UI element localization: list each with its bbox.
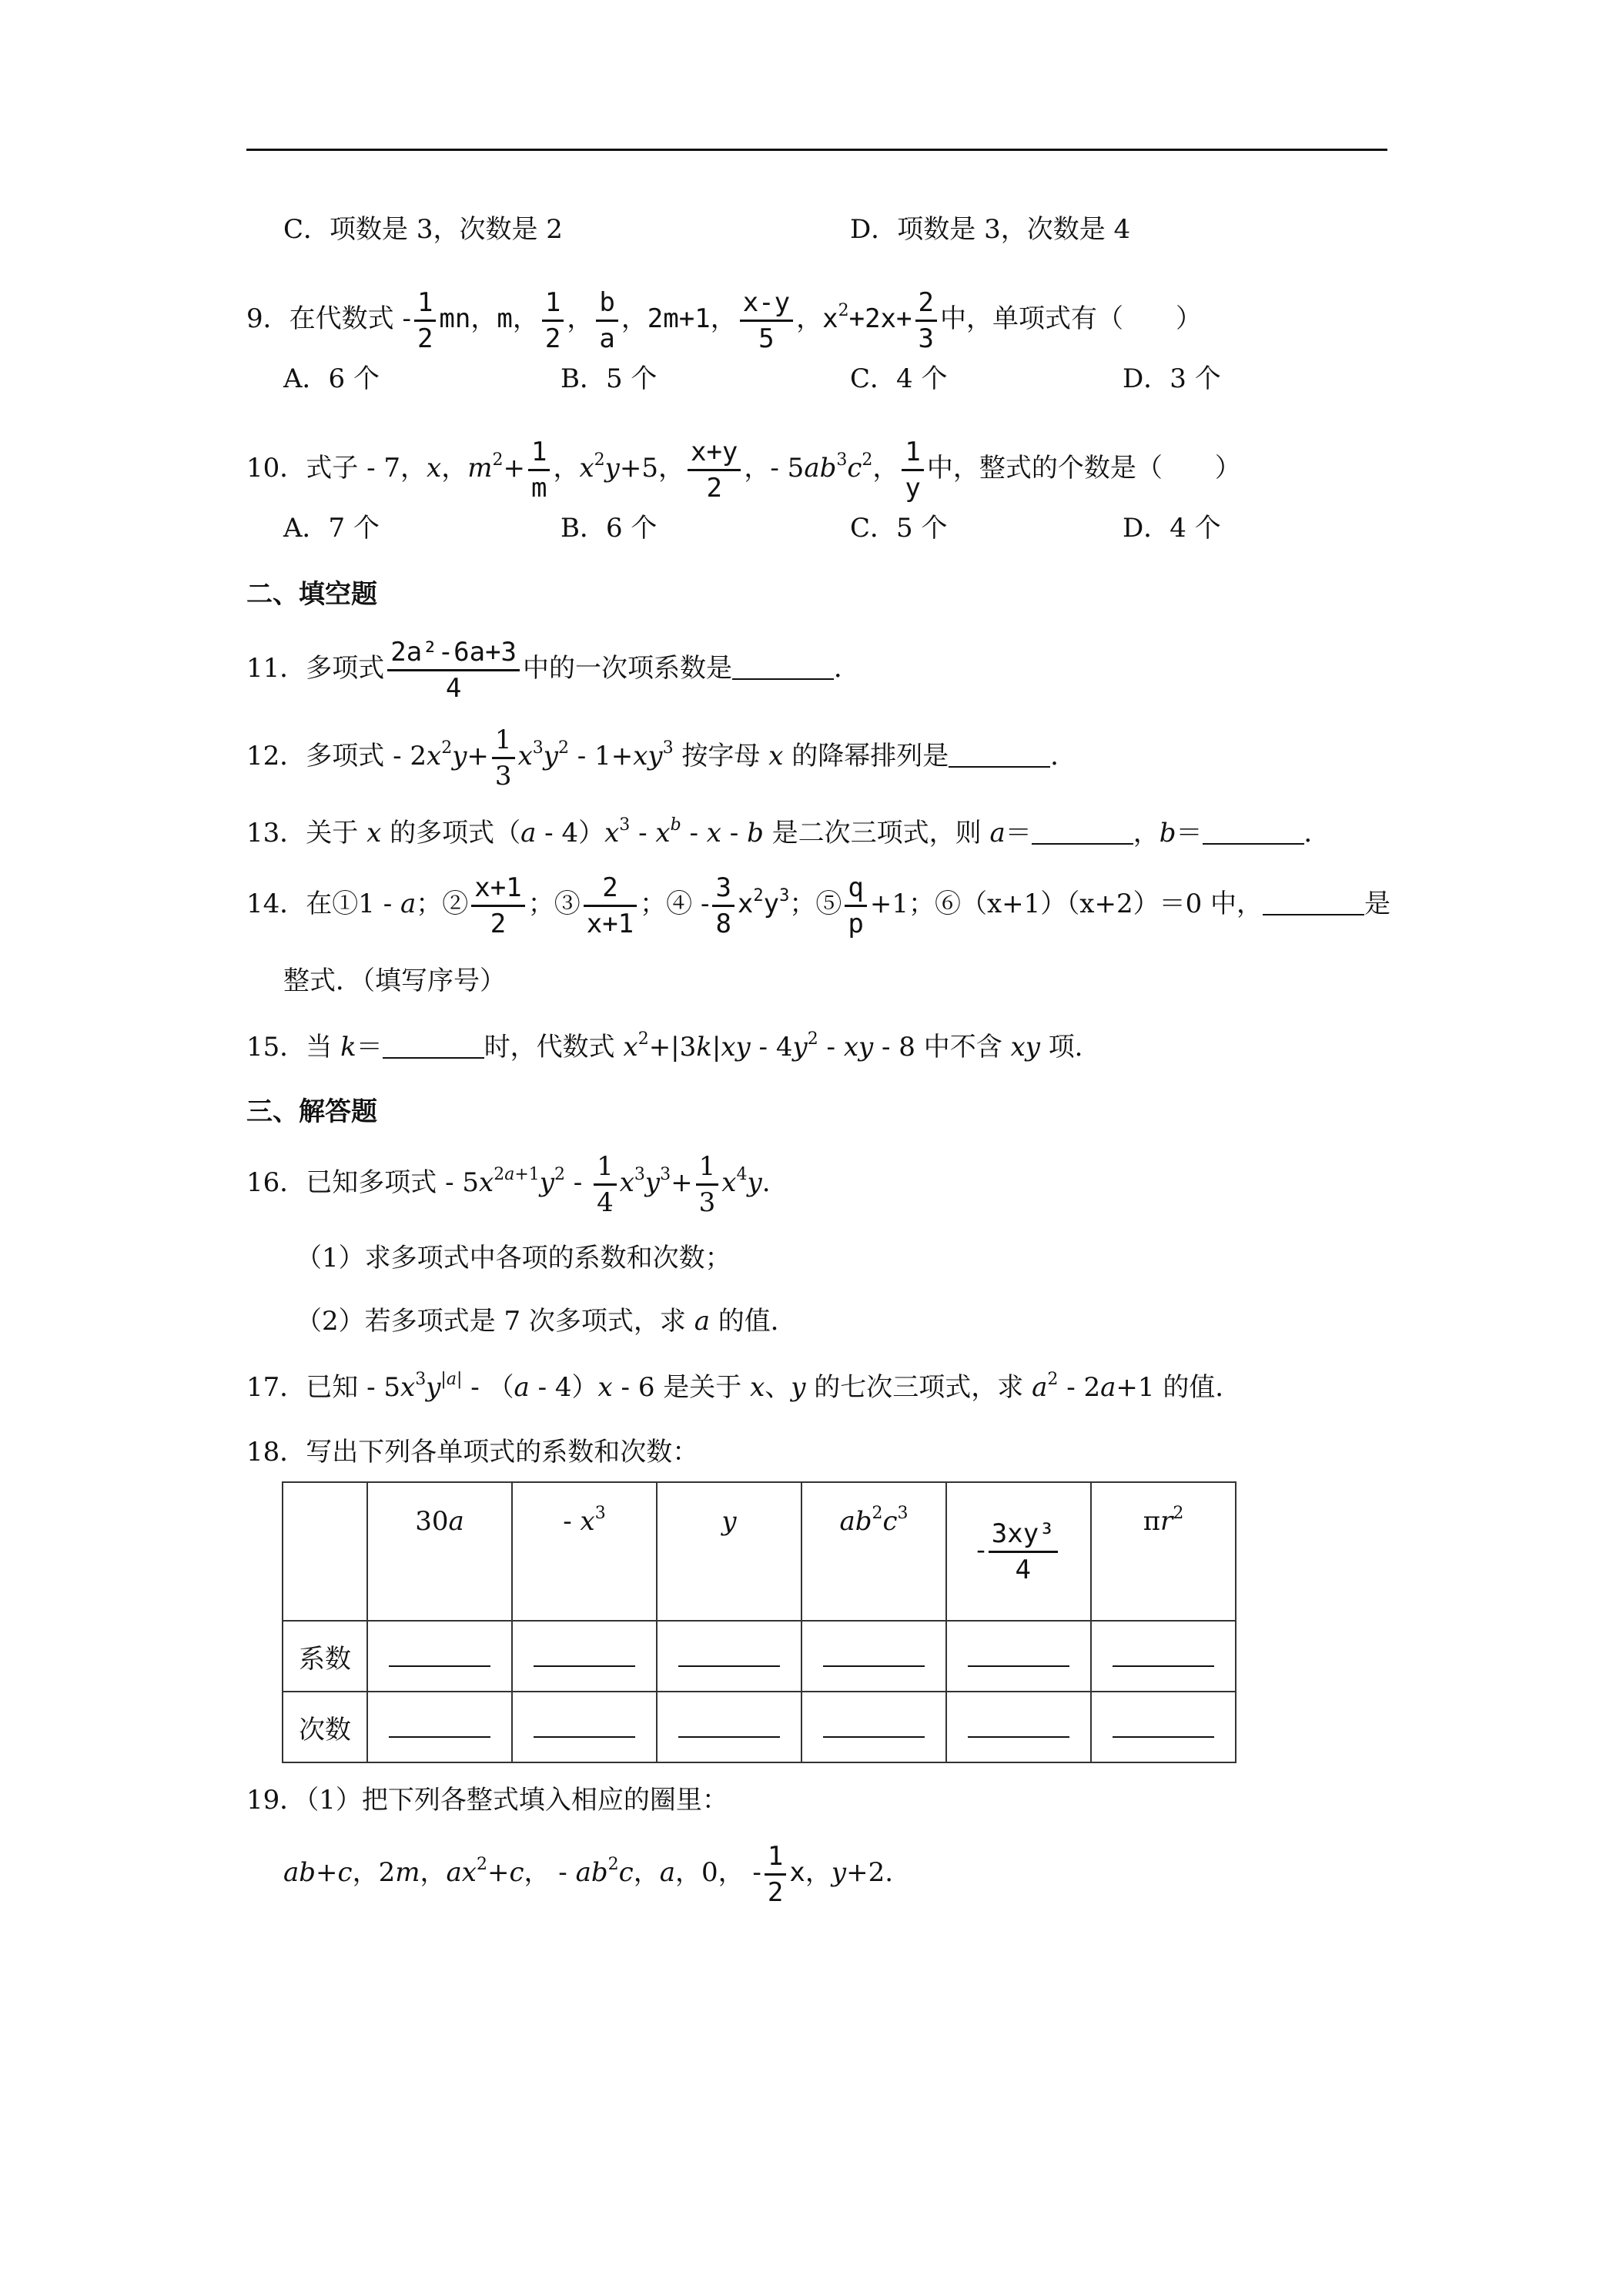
q11-number: 11． xyxy=(246,653,306,684)
q18-row-label-coefficient: 系数 xyxy=(283,1621,367,1692)
q18-coef-cell[interactable] xyxy=(946,1621,1091,1692)
q17-mid: 是关于 xyxy=(663,1372,742,1403)
q18-coef-cell[interactable] xyxy=(801,1621,946,1692)
q18-col-pi-r2: $\pi r^2$ xyxy=(1091,1482,1236,1621)
q9-frac-1: $\frac{1}{2}$ xyxy=(414,290,436,352)
q10-option-d: D．4 个 xyxy=(1123,513,1221,544)
q18-col-frac: - $\frac{\text{3xy³}}{4}$ xyxy=(946,1482,1091,1621)
q18-frac-num: 3xy³ xyxy=(989,1521,1058,1553)
q8-option-c: C．项数是 3，次数是 2 xyxy=(283,214,563,245)
q16-frac-1: $\frac{1}{4}$ xyxy=(594,1153,617,1216)
q18-degree-cell[interactable] xyxy=(512,1692,657,1762)
q10-frac-2: $\frac{x+y}{2}$ xyxy=(688,439,741,501)
q14-answer-blank[interactable] xyxy=(1263,892,1364,915)
question-10: 10．式子 - 7，x，$m^2+$ $\frac{1}{m}$ ，$x^2y+5$， $\frac{x+y}{2}$ ，- $5ab^3c^2$， $\frac{1}{y}$ 中，整式的个数是（ ） xyxy=(246,436,1241,504)
q13-blank-a[interactable] xyxy=(1032,822,1133,845)
q10-option-a: A．7 个 xyxy=(283,513,380,544)
q15-lead: 当 xyxy=(306,1032,333,1063)
q16-sub-2: （2）若多项式是 7 次多项式，求 a 的值． xyxy=(296,1306,797,1337)
q16-sub-2-tail: 的值． xyxy=(718,1306,797,1337)
q11-tail: 中的一次项系数是 xyxy=(523,653,733,684)
q13-number: 13． xyxy=(246,818,306,848)
q14-item-4-marker: ；④ - xyxy=(640,889,710,919)
q10-option-c: C．5 个 xyxy=(850,513,948,544)
q15-mid: 时，代数式 xyxy=(484,1032,615,1063)
q14-item-3-marker: ；③ xyxy=(527,889,581,919)
q18-coef-cell[interactable] xyxy=(1091,1621,1236,1692)
q19-frac: $\frac{1}{2}$ xyxy=(765,1843,786,1906)
q11-lead: 多项式 xyxy=(306,653,385,684)
question-9: 9．在代数式 - $\frac{1}{2}$ mn，m， $\frac{1}{2}$ ， $\frac{b}{a}$ ，2m+1， $\frac{x-y}{5}$ ，$x^2+2x+$ $\frac{2}{3}$ 中，单项式有（ ） xyxy=(246,286,1202,354)
question-13: 13．关于 x 的多项式$(a - 4)x^3 - x^b$ - x - b 是二次三项式，则 a＝ ，b＝ ． xyxy=(246,815,1330,848)
q10-lead: 式子 - 7， xyxy=(306,453,427,484)
q19-number: 19． xyxy=(246,1785,306,1816)
q9-frac-5: $\frac{2}{3}$ xyxy=(915,290,937,352)
q10-number: 10． xyxy=(246,453,306,484)
q10-frac-3: $\frac{1}{y}$ xyxy=(902,439,923,501)
q18-coef-cell[interactable] xyxy=(512,1621,657,1692)
q9-tail: 中，单项式有（ ） xyxy=(939,303,1202,334)
q9-poly: ，x xyxy=(796,303,838,334)
q18-table xyxy=(282,1481,1236,1763)
q14-tail: 是 xyxy=(1364,889,1391,919)
question-16: 16．已知多项式 - $5x^{2a+1}y^2$ - $\frac{1}{4}$ $x^3y^3+$ $\frac{1}{3}$ $x^4y$. xyxy=(246,1150,771,1218)
question-17: 17．已知 - $5x^3y^{|a|} - (a - 4)x - 6$ 是关于 x、y 的七次三项式，求 $a^2 - 2a+1$ 的值． xyxy=(246,1370,1242,1403)
question-11: 11．多项式 $\frac{\text{2a²-6a+3}}{4}$ 中的一次项系数是 ． xyxy=(246,636,861,704)
q10-frac-1: $\frac{1}{m}$ xyxy=(528,439,550,501)
q14-line-2: 整式．（填写序号） xyxy=(283,966,506,996)
q18-col-30a: 30a xyxy=(367,1482,512,1621)
q18-col-y: y xyxy=(657,1482,801,1621)
q18-degree-cell[interactable] xyxy=(657,1692,801,1762)
q14-item-2-marker: ；② xyxy=(416,889,469,919)
q9-frac-3: $\frac{b}{a}$ xyxy=(596,290,617,352)
q16-lead: 已知多项式 - 5 xyxy=(306,1167,480,1198)
q8-option-d: D．项数是 3，次数是 4 xyxy=(850,214,1131,245)
q14-frac-2: $\frac{x+1}{2}$ xyxy=(471,875,524,937)
q19-text: （1）把下列各整式填入相应的圈里： xyxy=(306,1785,728,1816)
q18-header-row xyxy=(283,1482,1236,1621)
q12-tail2: 的降幂排列是 xyxy=(791,741,949,771)
q9-option-c: C．4 个 xyxy=(850,363,948,394)
q9-mn: mn，m， xyxy=(439,303,539,334)
q9-option-d: D．3 个 xyxy=(1123,363,1221,394)
q15-tail: 中不含 xyxy=(923,1032,1002,1063)
q17-end: 的值． xyxy=(1163,1372,1242,1403)
q14-lead: 在①1 - xyxy=(306,889,401,919)
q11-frac: $\frac{\text{2a²-6a+3}}{4}$ xyxy=(387,639,520,701)
q9-frac-4: $\frac{x-y}{5}$ xyxy=(740,290,793,352)
q18-text: 写出下列各单项式的系数和次数： xyxy=(306,1437,699,1468)
q10-tail: 中，整式的个数是（ ） xyxy=(926,453,1241,484)
q18-degree-cell[interactable] xyxy=(367,1692,512,1762)
question-19 xyxy=(246,1785,728,1816)
q17-number: 17． xyxy=(246,1372,306,1403)
question-15: 15．当 k＝ 时，代数式 $x^2+|3k|xy - 4y^2$ - xy - 8 中不含 xy 项． xyxy=(246,1029,1101,1063)
q16-frac-2: $\frac{1}{3}$ xyxy=(696,1153,719,1216)
q9-option-a: A．6 个 xyxy=(283,363,380,394)
q13-blank-b[interactable] xyxy=(1203,822,1304,845)
q18-frac-den: 4 xyxy=(1015,1554,1031,1585)
q14-item-6: +1；⑥（x+1）（x+2）＝0 中， xyxy=(869,889,1263,919)
q14-frac-4: $\frac{3}{8}$ xyxy=(712,875,734,937)
q18-degree-cell[interactable] xyxy=(946,1692,1091,1762)
q18-row-degree xyxy=(283,1692,1236,1762)
q9-poly2: +2x+ xyxy=(848,303,912,334)
q16-sub-2-text: （2）若多项式是 7 次多项式，求 xyxy=(296,1306,686,1337)
q14-frac-5: $\frac{q}{p}$ xyxy=(845,875,866,937)
q9-lead: 在代数式 - xyxy=(289,303,411,334)
q14-number: 14． xyxy=(246,889,306,919)
question-18 xyxy=(246,1437,698,1468)
q14-frac-3: $\frac{2}{x+1}$ xyxy=(584,875,637,937)
section-3-title: 三、解答题 xyxy=(246,1096,377,1127)
q15-number: 15． xyxy=(246,1032,306,1063)
q13-tail: 是二次三项式，则 xyxy=(771,818,982,848)
q11-answer-blank[interactable] xyxy=(732,657,834,680)
q17-tail: 的七次三项式，求 xyxy=(814,1372,1024,1403)
q18-col-neg-x3: - $x^3$ xyxy=(512,1482,657,1621)
q12-lead: 多项式 - 2 xyxy=(306,741,427,771)
q18-row-label-degree: 次数 xyxy=(283,1692,367,1762)
header-rule xyxy=(246,149,1387,151)
q19-expressions: ab+c，2m，$ax^2+c$， - $ab^2c$，a，0， - $\frac{1}{2}$ x，y+2. xyxy=(283,1840,894,1908)
q9-number: 9． xyxy=(246,303,289,334)
q18-number: 18． xyxy=(246,1437,306,1468)
q16-number: 16． xyxy=(246,1167,306,1198)
q18-degree-cell[interactable] xyxy=(1091,1692,1236,1762)
q18-corner-cell xyxy=(283,1482,367,1621)
q17-lead: 已知 - 5 xyxy=(306,1372,401,1403)
q9-option-b: B．5 个 xyxy=(561,363,658,394)
q12-number: 12． xyxy=(246,741,306,771)
q13-lead: 关于 xyxy=(306,818,359,848)
section-2-title: 二、填空题 xyxy=(246,579,377,610)
question-14: 14．在①1 - a；② $\frac{x+1}{2}$ ；③ $\frac{2}{x+1}$ ；④ - $\frac{3}{8}$ $x^2y^3$；⑤ $\frac{q}{p}$ +1；⑥（x+1）（x+2）＝0 中， 是 xyxy=(246,872,1391,939)
q13-mid: 的多项式（ xyxy=(390,818,521,848)
q15-tail2: 项． xyxy=(1048,1032,1101,1063)
q16-sub-1: （1）求多项式中各项的系数和次数； xyxy=(296,1243,731,1274)
q12-answer-blank[interactable] xyxy=(949,745,1050,768)
q18-col-ab2c3: $ab^2c^3$ xyxy=(801,1482,946,1621)
q14-item-5-marker: ；⑤ xyxy=(789,889,842,919)
q10-option-b: B．6 个 xyxy=(561,513,658,544)
q18-degree-cell[interactable] xyxy=(801,1692,946,1762)
q9-frac-2: $\frac{1}{2}$ xyxy=(542,290,564,352)
q18-coef-cell[interactable] xyxy=(657,1621,801,1692)
q15-answer-blank[interactable] xyxy=(383,1036,484,1059)
q18-coef-cell[interactable] xyxy=(367,1621,512,1692)
question-12: 12．多项式 - $2x^2y+$ $\frac{1}{3}$ $x^3y^2 - 1+xy^3$ 按字母 x 的降幂排列是 ． xyxy=(246,724,1077,792)
q12-tail: 按字母 xyxy=(681,741,761,771)
q9-mid: ，2m+1， xyxy=(621,303,737,334)
q12-frac: $\frac{1}{3}$ xyxy=(492,727,515,789)
q18-row-coefficient xyxy=(283,1621,1236,1692)
